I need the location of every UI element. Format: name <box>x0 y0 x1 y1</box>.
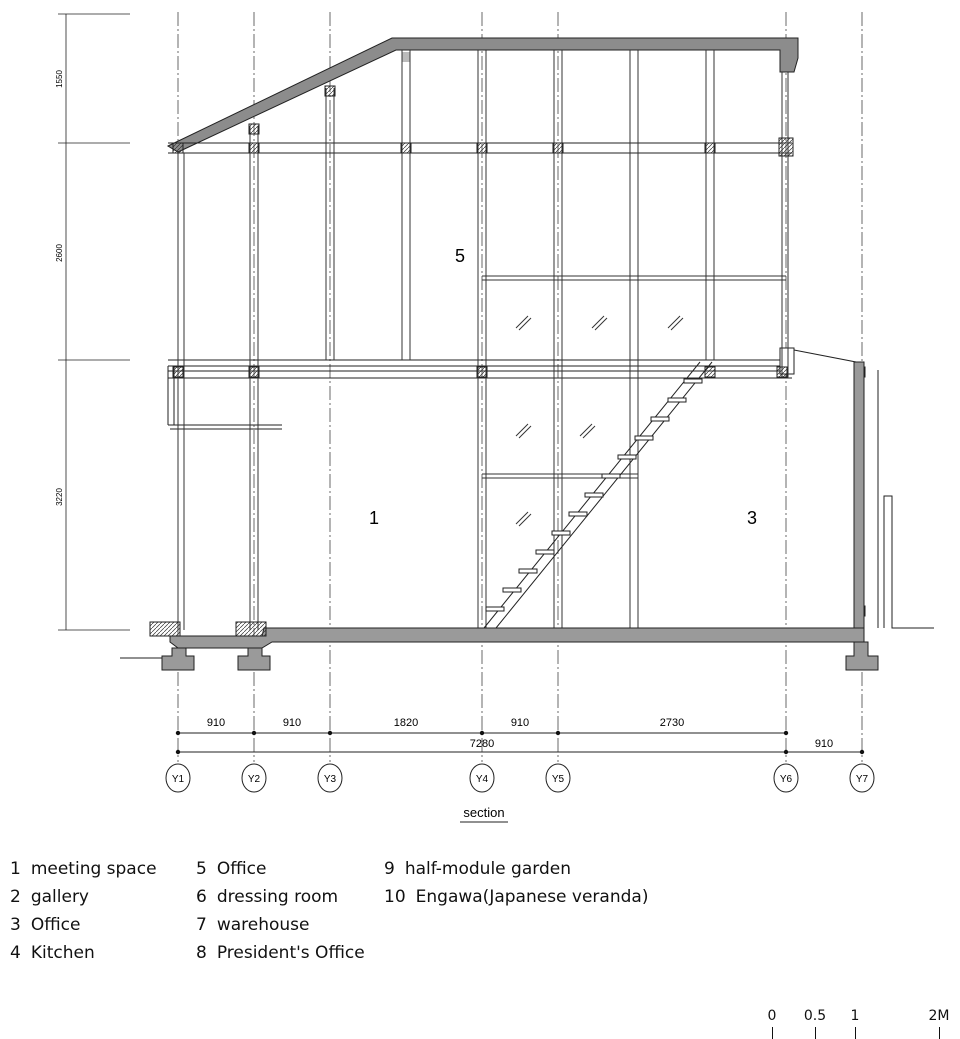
legend-item <box>196 939 365 967</box>
axis-label-y4: Y4 <box>475 774 489 785</box>
legend-number: 8 <box>196 943 207 963</box>
legend-number: 2 <box>10 887 21 907</box>
mid-floor <box>168 348 862 429</box>
scale-tick <box>772 1027 773 1039</box>
legend-item <box>10 939 157 967</box>
scale-label-0: 0 <box>767 1008 777 1024</box>
legend-number: 6 <box>196 887 207 907</box>
legend-item <box>196 855 365 883</box>
room-label-3: 3 <box>746 508 758 528</box>
axis-bubbles <box>166 764 874 792</box>
legend-label: President's Office <box>216 943 365 963</box>
legend-number: 10 <box>384 887 406 907</box>
legend-number: 4 <box>10 943 21 963</box>
axis-lines <box>178 12 862 762</box>
scale-tick <box>939 1027 940 1039</box>
right-wall <box>854 362 934 628</box>
axis-label-y7: Y7 <box>855 774 869 785</box>
span-dim-5: 2730 <box>659 717 685 729</box>
span-dim-2: 910 <box>282 717 302 729</box>
axis-label-y2: Y2 <box>247 774 261 785</box>
height-dim-2600: 2600 <box>55 244 64 262</box>
room-label-1: 1 <box>368 508 380 528</box>
room-label-5: 5 <box>454 246 466 266</box>
legend-number: 7 <box>196 915 207 935</box>
total-dim: 7280 <box>469 738 495 750</box>
legend-column-3 <box>384 855 648 911</box>
legend-item <box>10 855 157 883</box>
legend-label: half-module garden <box>404 859 571 879</box>
legend-number: 1 <box>10 859 21 879</box>
columns <box>178 50 788 630</box>
legend-label: warehouse <box>216 915 310 935</box>
span-dim-4: 910 <box>510 717 530 729</box>
legend-label: Office <box>216 859 267 879</box>
scale-label-2m: 2M <box>928 1008 950 1024</box>
legend-item <box>384 883 648 911</box>
axis-label-y5: Y5 <box>551 774 565 785</box>
span-dim-3: 1820 <box>393 717 419 729</box>
scale-tick <box>815 1027 816 1039</box>
legend-column-2 <box>196 855 365 967</box>
legend-number: 3 <box>10 915 21 935</box>
axis-label-y3: Y3 <box>323 774 337 785</box>
axis-label-y6: Y6 <box>779 774 793 785</box>
dimension-dots <box>176 731 864 754</box>
legend-label: meeting space <box>30 859 157 879</box>
roof <box>168 38 798 152</box>
height-dim-1550: 1550 <box>55 70 64 88</box>
legend-item <box>196 911 365 939</box>
height-dim-3220: 3220 <box>55 488 64 506</box>
height-dimension-line <box>58 14 130 630</box>
legend-number: 5 <box>196 859 207 879</box>
axis-label-y1: Y1 <box>171 774 185 785</box>
section-caption: section <box>463 805 505 820</box>
beam-joints <box>173 86 865 616</box>
scale-bar <box>760 1008 960 1031</box>
glazing <box>482 276 786 526</box>
legend-item <box>10 883 157 911</box>
legend-label: gallery <box>30 887 89 907</box>
legend-number: 9 <box>384 859 395 879</box>
legend-label: Kitchen <box>30 943 95 963</box>
scale-tick <box>855 1027 856 1039</box>
ground-slab <box>120 622 878 670</box>
scale-label-1: 1 <box>850 1008 860 1024</box>
legend-item <box>196 883 365 911</box>
span-dim-1: 910 <box>206 717 226 729</box>
extra-dim: 910 <box>814 738 834 750</box>
legend-label: Engawa(Japanese veranda) <box>415 887 649 907</box>
legend-label: Office <box>30 915 81 935</box>
legend-item <box>384 855 648 883</box>
legend-column-1 <box>10 855 157 967</box>
legend-label: dressing room <box>216 887 339 907</box>
span-dimension-lines <box>178 733 862 752</box>
legend-item <box>10 911 157 939</box>
scale-label-0-5: 0.5 <box>803 1008 827 1024</box>
